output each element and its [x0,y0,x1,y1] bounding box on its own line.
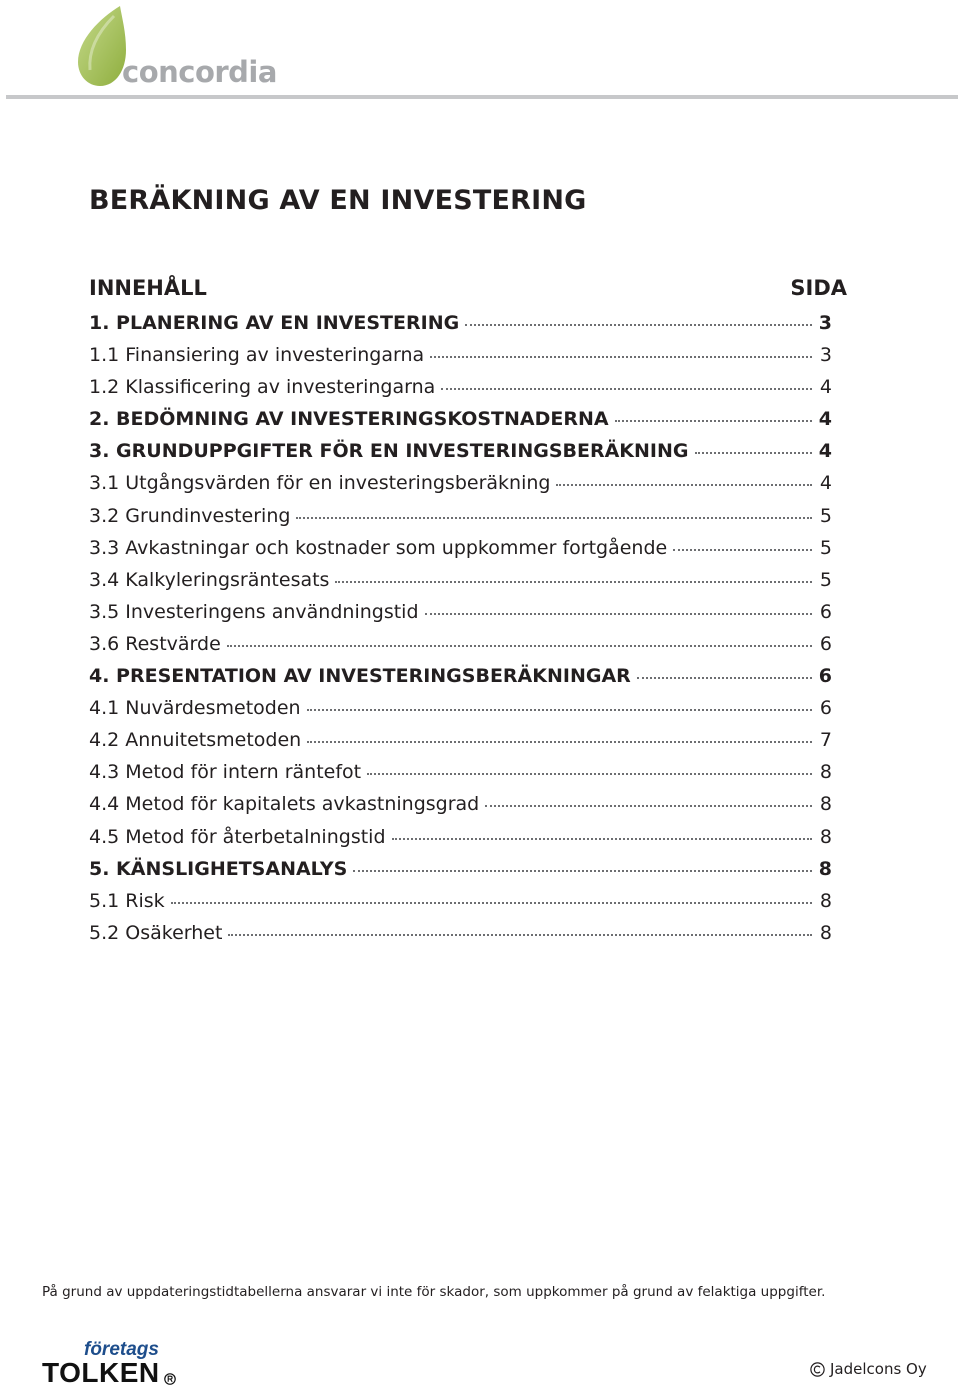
toc-entry-title: 3.3 Avkastningar och kostnader som uppkommer fortgående [89,536,668,559]
toc-entry [89,339,832,371]
toc-entry-leader [335,581,812,583]
toc-header [89,276,847,301]
header-divider [6,95,958,99]
toc-entry-leader [556,484,812,486]
toc-entry-leader [430,356,812,358]
toc-entry-leader [615,420,812,422]
toc-entry [89,532,832,564]
toc-entry-page: 8 [818,857,832,880]
document-title: BERÄKNING AV EN INVESTERING [89,185,587,216]
toc-entry-title: 1.2 Klassificering av investeringarna [89,376,436,399]
toc-entry-leader [296,517,812,519]
toc-entry [89,596,832,628]
toc-entry-leader [465,324,812,326]
toc-entry [89,853,832,885]
disclaimer: På grund av uppdateringstidtabellerna ansvarar vi inte för skador, som uppkommer på grund av felaktiga uppgifter. [42,1284,826,1300]
toc-entry [89,371,832,403]
copyright-icon [810,1362,825,1377]
toc-entry-leader [485,805,812,807]
toc-entry-page: 3 [819,344,832,367]
toc-entry-leader [673,549,812,551]
toc-entry-page: 4 [819,376,832,399]
toc-entry-leader [637,677,812,679]
toc-entry-title: 3.5 Investeringens användningstid [89,600,419,623]
foretagstolken-logo [42,1340,242,1390]
toc-entry [89,435,832,467]
toc-entry-page: 8 [819,889,832,912]
toc-entry [89,467,832,499]
toc-entry [89,500,832,532]
toc-entry-title: 4.3 Metod för intern räntefot [89,761,362,784]
toc-entry-title: 1.1 Finansiering av investeringarna [89,344,425,367]
toc-entry-page: 3 [818,312,832,334]
toc-entry-page: 6 [818,665,832,688]
registered-icon [164,1373,176,1385]
toc-entry [89,885,832,917]
toc-entry-title: 3.2 Grundinvestering [89,504,291,527]
toc-entry-page: 5 [819,568,832,591]
toc-entry [89,307,832,339]
toc-heading: INNEHÅLL [89,276,207,300]
toc-entry-leader [695,452,812,454]
toc-entry [89,660,832,692]
copyright-holder: Jadelcons Oy [830,1360,927,1378]
toc-entry-title: 5. KÄNSLIGHETSANALYS [89,857,348,880]
toc-entry-title: 3. GRUNDUPPGIFTER FÖR EN INVESTERINGSBERÄKNING [89,440,689,463]
toc-entry-page: 7 [819,729,832,752]
toc-entry [89,724,832,756]
toc-entry-page: 4 [819,472,832,495]
logo-text: concordia [122,55,277,89]
toc-entry-page: 8 [819,793,832,816]
toc-entry-title: 4.2 Annuitetsmetoden [89,729,302,752]
toc-entry-title: 3.4 Kalkyleringsräntesats [89,568,330,591]
toc-entry-title: 5.1 Risk [89,889,165,912]
concordia-logo [74,4,294,96]
toc-entry-title: 4.1 Nuvärdesmetoden [89,697,301,720]
toc-entry-leader [228,934,812,936]
toc-entry-title: 4. PRESENTATION AV INVESTERINGSBERÄKNINGAR [89,665,631,688]
toc-entry-title: 5.2 Osäkerhet [89,921,223,944]
toc-entry-page: 4 [818,408,832,431]
toc-entry [89,756,832,788]
toc-entry-page: 6 [819,600,832,623]
toc-entry-title: 1. PLANERING AV EN INVESTERING [89,312,460,334]
toc-entry [89,788,832,820]
toc-entry-title: 3.6 Restvärde [89,632,221,655]
toc-entry-leader [227,645,812,647]
toc-entry-leader [307,741,812,743]
copyright-notice [810,1360,927,1378]
toc-entry-page: 5 [819,504,832,527]
brand-bottom-text: TOLKEN [42,1357,160,1388]
toc-entry [89,917,832,949]
toc-entry-leader [441,388,812,390]
toc-entry-leader [307,709,812,711]
toc-entry-page: 5 [819,536,832,559]
table-of-contents [89,307,832,949]
toc-entry-leader [425,613,812,615]
toc-entry-leader [353,870,812,872]
toc-page-heading: SIDA [790,276,847,300]
toc-entry-title: 4.4 Metod för kapitalets avkastningsgrad [89,793,480,816]
toc-entry-leader [367,773,812,775]
toc-entry [89,564,832,596]
brand-top-text: företags [84,1339,159,1360]
toc-entry [89,692,832,724]
toc-entry [89,403,832,435]
toc-entry-leader [171,902,812,904]
toc-entry-title: 2. BEDÖMNING AV INVESTERINGSKOSTNADERNA [89,408,609,431]
toc-entry-page: 8 [819,921,832,944]
toc-entry [89,628,832,660]
toc-entry-title: 3.1 Utgångsvärden för en investeringsberäkning [89,472,551,495]
toc-entry-page: 6 [819,632,832,655]
toc-entry-page: 6 [819,697,832,720]
toc-entry-leader [392,838,812,840]
toc-entry-page: 8 [819,825,832,848]
toc-entry-page: 8 [819,761,832,784]
toc-entry-title: 4.5 Metod för återbetalningstid [89,825,386,848]
toc-entry [89,821,832,853]
toc-entry-page: 4 [818,440,832,463]
